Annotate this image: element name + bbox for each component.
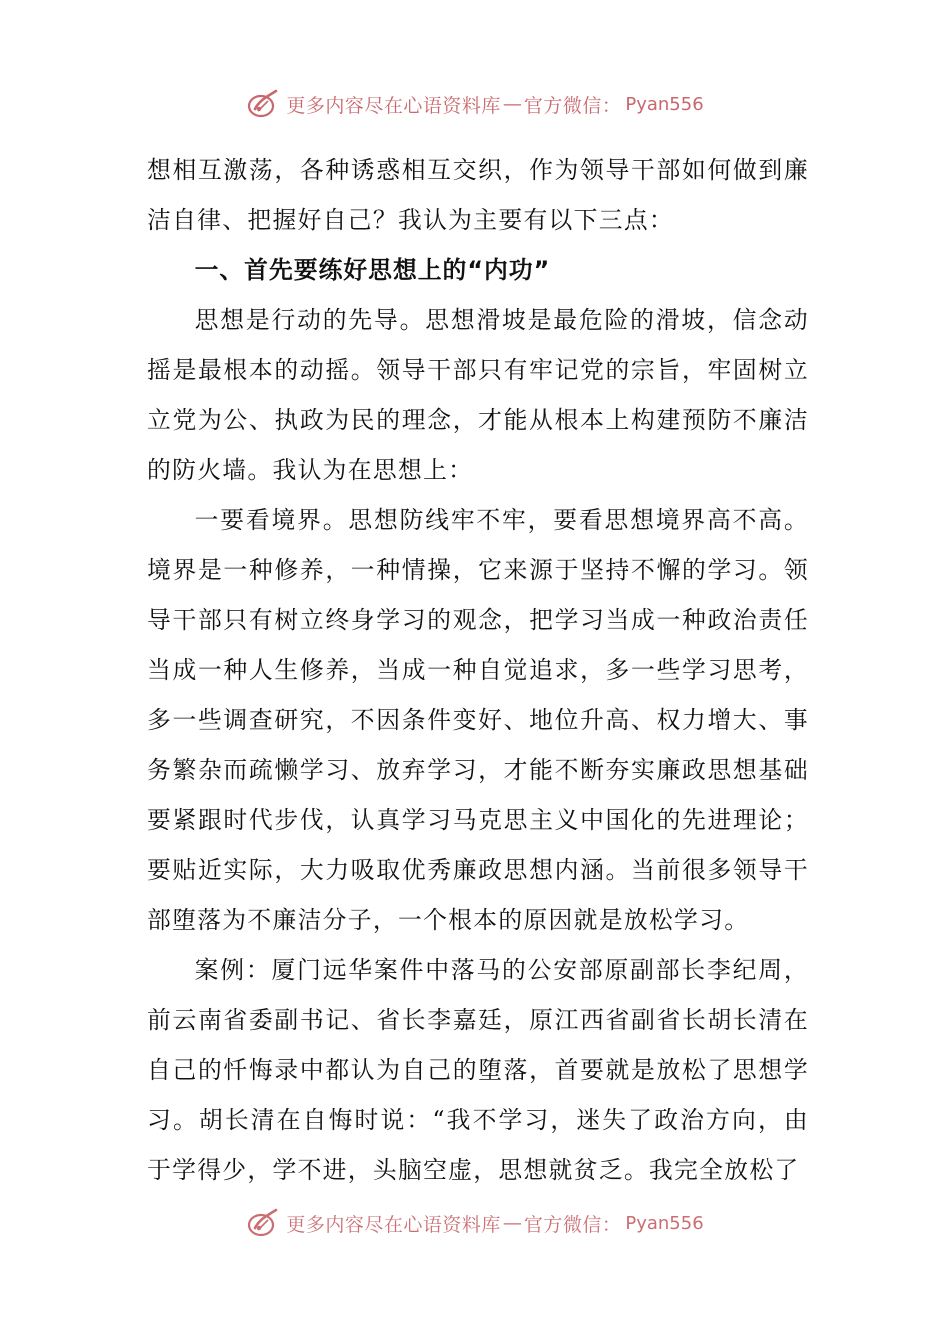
footer-watermark bbox=[0, 1203, 950, 1243]
watermark-separator: — bbox=[502, 93, 522, 115]
paragraph-2: 思想是行动的先导。思想滑坡是最危险的滑坡，信念动摇是最根本的动摇。领导干部只有牢记党的宗旨，牢固树立立党为公、执政为民的理念，才能从根本上构建预防不廉洁的防火墙。我认为在思想上： bbox=[147, 306, 809, 484]
header-watermark bbox=[0, 84, 950, 124]
section-heading: 一、首先要练好思想上的“内功” bbox=[194, 256, 551, 284]
watermark-id: Pyan556 bbox=[625, 1212, 704, 1234]
watermark-label: 官方微信： bbox=[523, 94, 622, 117]
paragraph-3: 一要看境界。思想防线牢不牢，要看思想境界高不高。境界是一种修养，一种情操，它来源于坚持不懈的学习。领导干部只有树立终身学习的观念，把学习当成一种政治责任当成一种人生修养，当成一种自觉追求，多一些学习思考，多一些调查研究，不因条件变好、地位升高、权力增大、事务繁杂而疏懒学习、放弃学习，才能不断夯实廉政思想基础要紧跟时代步伐，认真学习马克思主义中国化的先进理论；要贴近实际，大力吸取优秀廉政思想内涵。当前很多领导干部堕落为不廉洁分子，一个根本的原因就是放松学习。 bbox=[147, 506, 809, 934]
watermark-text: 更多内容尽在心语资料库 bbox=[286, 94, 501, 117]
paragraph-1: 想相互激荡，各种诱惑相互交织，作为领导干部如何做到廉洁自律、把握好自己？我认为主要有以下三点： bbox=[147, 156, 809, 234]
watermark-text: 更多内容尽在心语资料库 bbox=[286, 1213, 501, 1236]
watermark-separator: — bbox=[502, 1212, 522, 1234]
watermark-label: 官方微信： bbox=[523, 1213, 622, 1236]
paragraph-4: 案例：厦门远华案件中落马的公安部原副部长李纪周，前云南省委副书记、省长李嘉廷，原江西省副省长胡长清在自己的忏悔录中都认为自己的堕落，首要就是放松了思想学习。胡长清在自悔时说：“我不学习，迷失了政治方向，由于学得少，学不进，头脑空虚，思想就贫乏。我完全放松了 bbox=[147, 956, 809, 1184]
pen-logo-icon bbox=[246, 1206, 280, 1240]
document-body bbox=[147, 145, 809, 1195]
watermark-id: Pyan556 bbox=[625, 93, 704, 115]
pen-logo-icon bbox=[246, 87, 280, 121]
